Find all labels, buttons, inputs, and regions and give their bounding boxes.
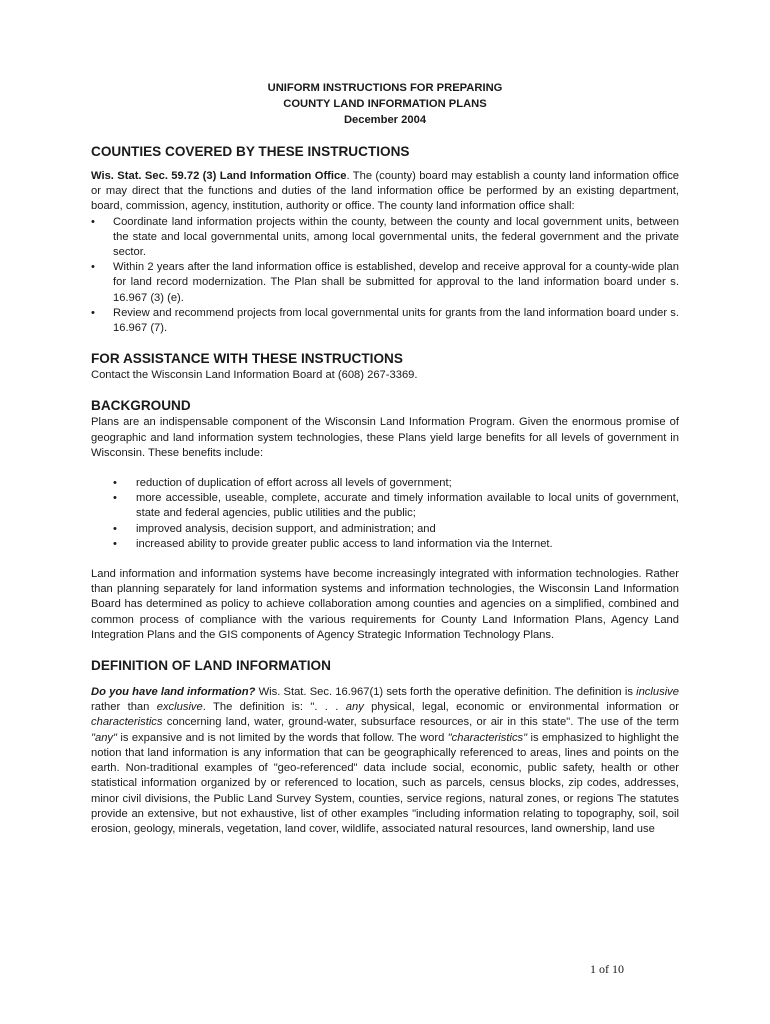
list-item: [91, 215, 679, 261]
section-heading-background: BACKGROUND: [91, 398, 191, 414]
list-item: [91, 306, 679, 336]
list-item-text: increased ability to provide greater public access to land information via the Internet.: [136, 537, 553, 550]
list-item: [91, 260, 679, 306]
definition-question: Do you have land information?: [91, 686, 256, 699]
document-title: [91, 80, 679, 128]
list-item: [91, 522, 679, 537]
bullet-icon: •: [91, 261, 95, 274]
section-heading-definition: DEFINITION OF LAND INFORMATION: [91, 658, 331, 674]
title-line-2: COUNTY LAND INFORMATION PLANS: [283, 98, 487, 110]
bullet-icon: •: [91, 306, 95, 319]
list-item-text: Within 2 years after the land information office is established, develop and receive approval for a county-wide plan for land record modernization. The Plan shall be submitted for approval to the land information board under s. 16.967 (3) (e).: [113, 261, 679, 304]
assistance-text: Contact the Wisconsin Land Information Board at (608) 267-3369.: [91, 369, 418, 382]
list-item-text: improved analysis, decision support, and administration; and: [136, 522, 436, 535]
list-item: [91, 476, 679, 491]
document-page: [91, 80, 679, 837]
statute-text: . The (county) board may establish a county land information office or may direct that the functions and duties of the land information office be performed by an existing department, board, commission, agency, institution, authority or office. The county land information office shall:: [91, 170, 680, 213]
list-item-text: Review and recommend projects from local governmental units for grants from the land information board under s. 16.967 (7).: [113, 306, 679, 335]
statute-citation: Wis. Stat. Sec. 59.72 (3) Land Information Office: [91, 170, 347, 182]
section-heading-assistance: FOR ASSISTANCE WITH THESE INSTRUCTIONS: [91, 351, 403, 367]
list-item: [91, 491, 679, 521]
bullet-icon: •: [113, 522, 117, 535]
bullet-icon: •: [113, 492, 117, 505]
background-paragraph-1: Plans are an indispensable component of the Wisconsin Land Information Program. Given the enormous promise of geographic and land information system technologies, these Plans yield large benefits for all levels of government in Wisconsin. These benefits include:: [91, 416, 679, 459]
title-line-1: UNIFORM INSTRUCTIONS FOR PREPARING: [267, 82, 503, 94]
statute-paragraph: [91, 169, 679, 215]
bullet-icon: •: [113, 477, 117, 490]
page-number: 1 of 10: [590, 962, 624, 976]
benefits-list: [91, 476, 679, 552]
bullet-icon: •: [113, 537, 117, 550]
title-date: December 2004: [343, 114, 427, 126]
list-item-text: Coordinate land information projects within the county, between the county and local government units, between the state and local governmental units, among local governmental units, the federal government and the private sector.: [113, 215, 679, 259]
bullet-icon: •: [91, 215, 95, 228]
list-item-text: more accessible, useable, complete, accurate and timely information available to local units of government, state and federal agencies, public utilities and the public;: [136, 492, 679, 520]
section-heading-counties: COUNTIES COVERED BY THESE INSTRUCTIONS: [91, 144, 410, 159]
background-paragraph-2: Land information and information systems have become increasingly integrated with information technologies. Rather than planning separately for land information systems and information technologies, the Wisconsin Land Information Board has determined as policy to achieve collaboration among counties and agencies on a simplified, combined and common process of compliance with the various requirements for County Land Information Plans, Agency Land Integration Plans and the GIS components of Agency Strategic Information Technology Plans.: [91, 568, 679, 641]
duties-list: [91, 215, 679, 337]
definition-paragraph: Do you have land information? Wis. Stat. Sec. 16.967(1) sets forth the operative definition. The definition is inclusive rather than exclusive. The definition is: ". . . any physical, legal, economic or environmental information or characteristics concerning land, water, ground-water, subsurface resources, or air in this state". The use of the term "any" is expansive and is not limited by the words that follow. The word "characteristics" is emphasized to highlight the notion that land information is any information that can be geographically referenced to areas, lines and points on the earth. Non-traditional examples of "geo-referenced" data include social, economic, public safety, health or other statistical information organized by or referenced to location, such as parcels, census blocks, zip codes, addresses, minor civil divisions, the Public Land Survey System, counties, service regions, natural zones, or regions The statutes provide an extensive, but not exhaustive, list of other examples "including information relating to topography, soil, soil erosion, geology, minerals, vegetation, land cover, wildlife, associated natural resources, land ownership, land use: [91, 686, 679, 835]
list-item: [91, 537, 679, 552]
list-item-text: reduction of duplication of effort across all levels of government;: [136, 477, 452, 490]
